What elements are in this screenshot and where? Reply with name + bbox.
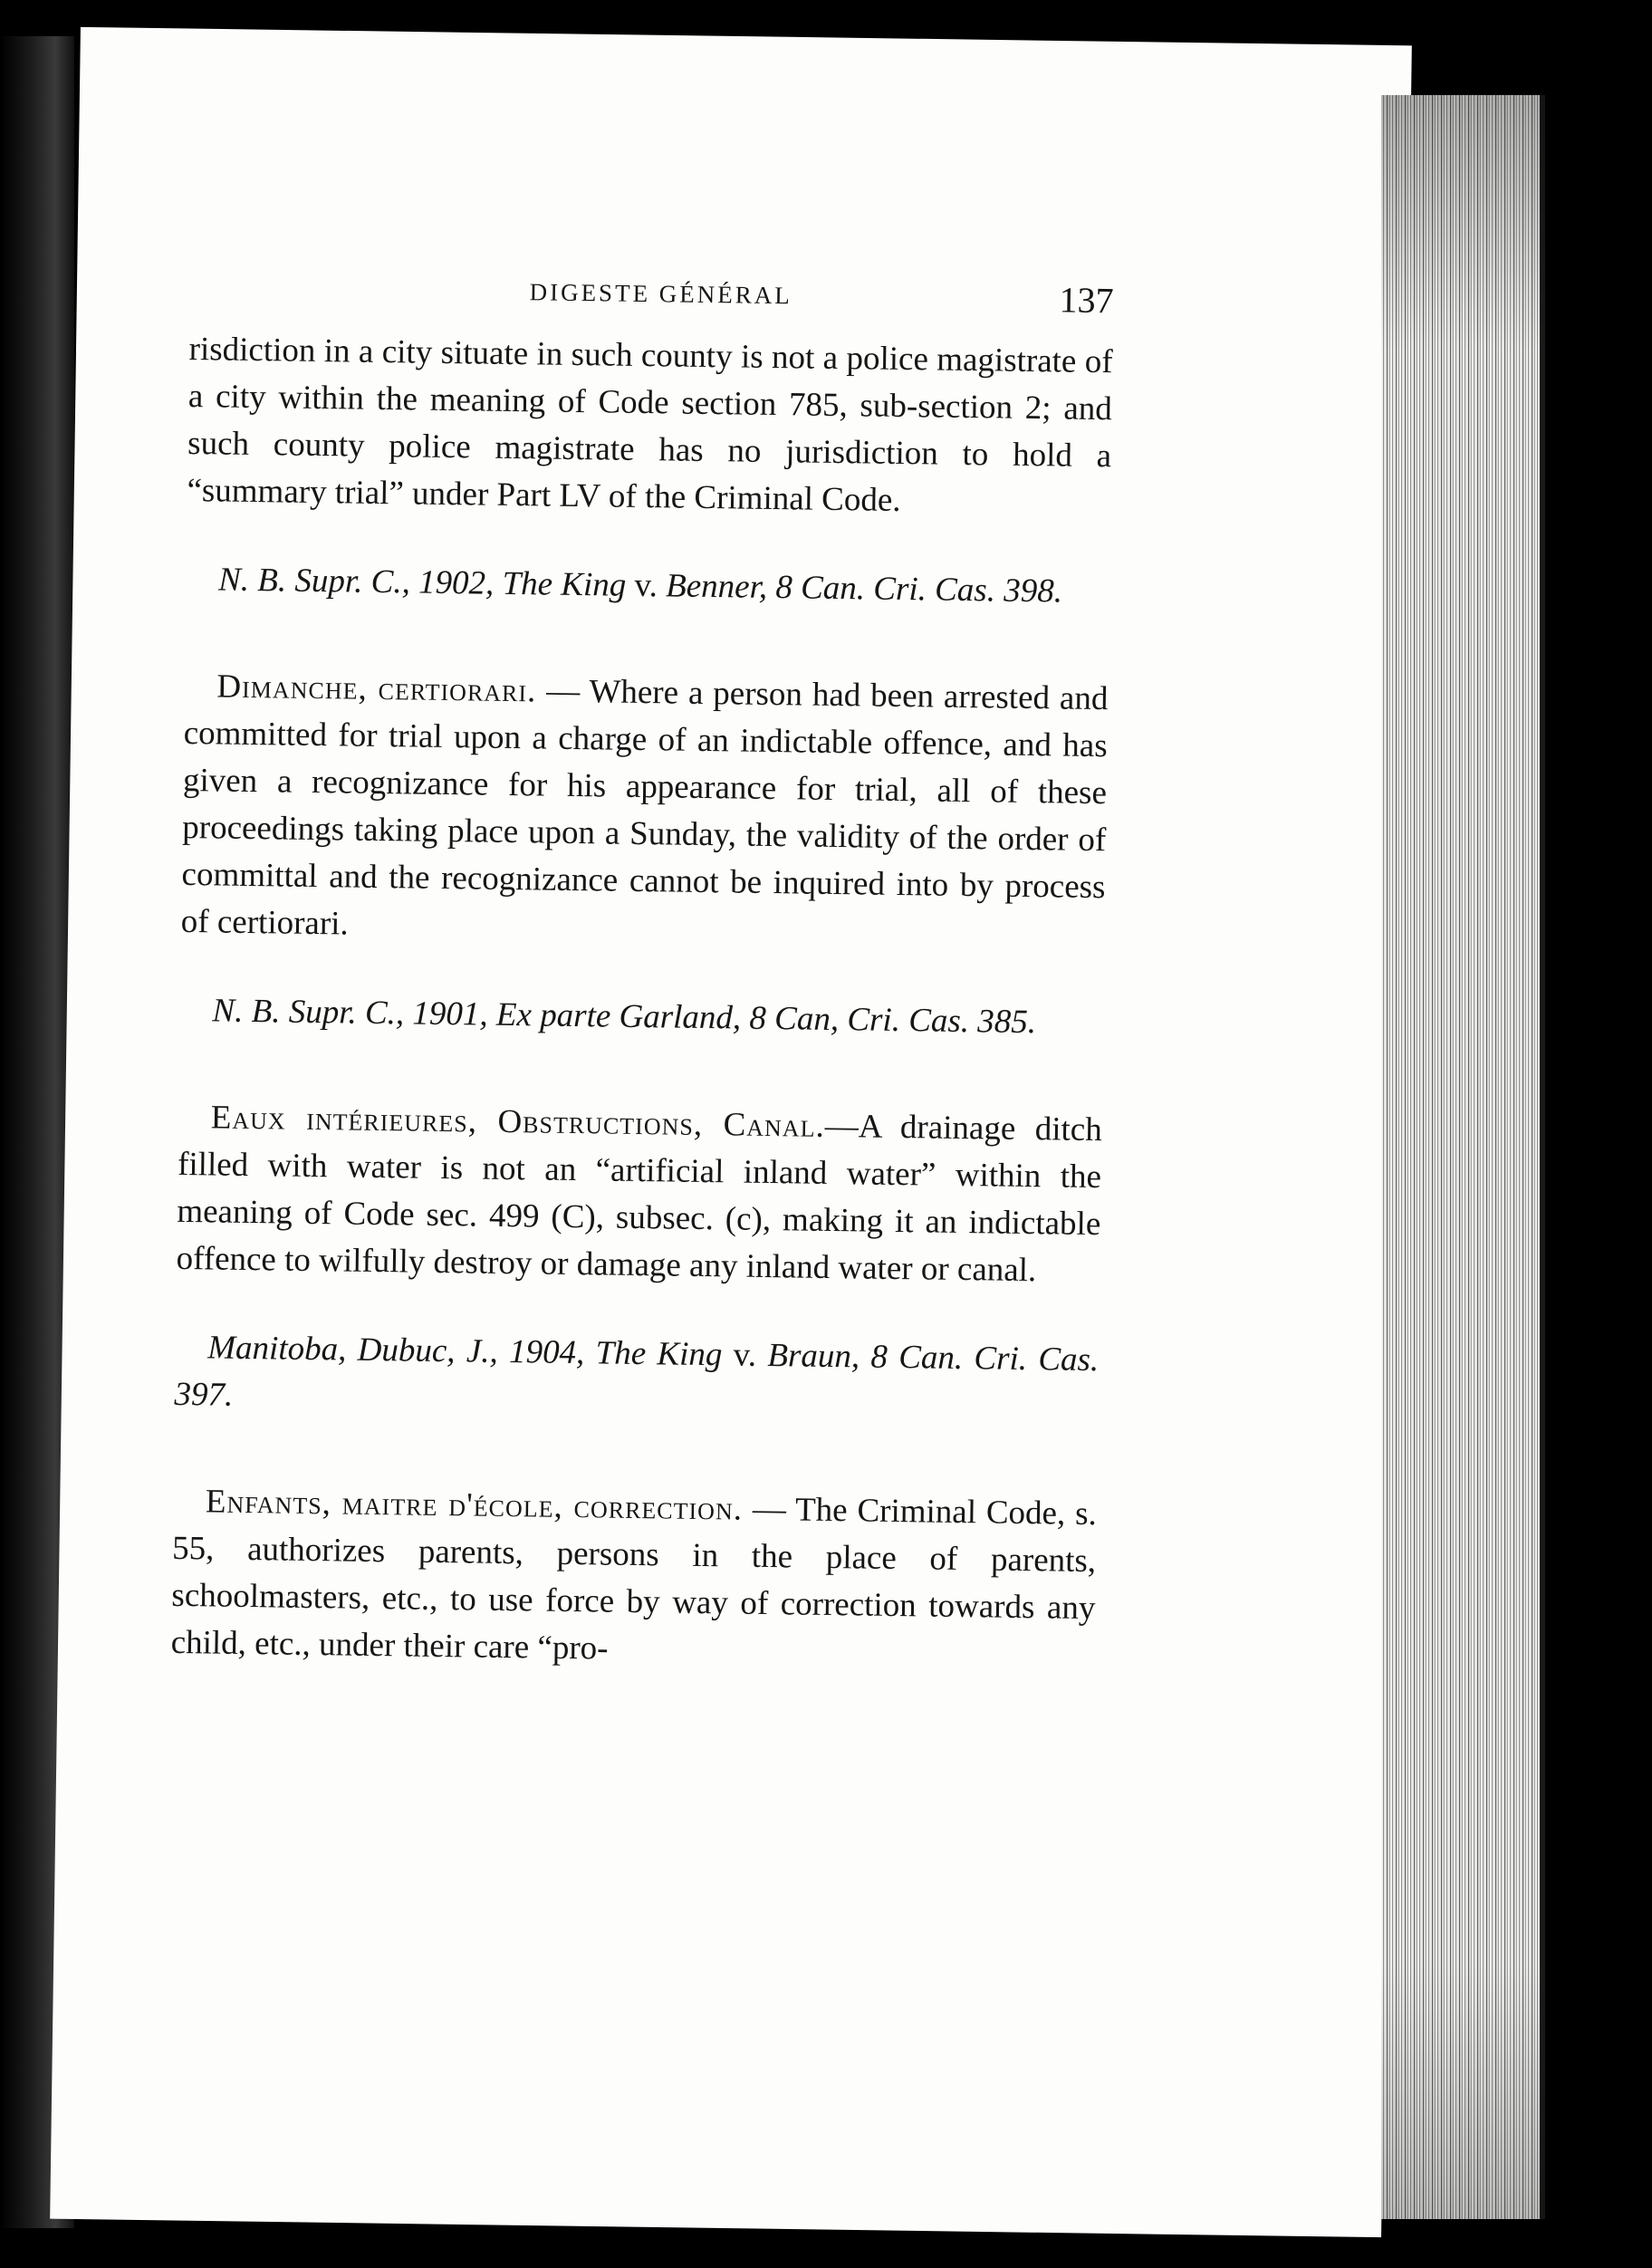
case-citation: [174, 1324, 1099, 1431]
citation-court-year: N. B. Supr. C., 1901,: [212, 992, 488, 1033]
entry-body: Where a person had been arrested and committed for trial upon a charge of an indictable offence, and has given a recognizance for his appearance for trial, all of these proceedings taking place upon a Sunday, the validity of the order of committal and the recognizance cannot be inquired into by process of certiorari.: [180, 673, 1109, 943]
citation-party: Benner,: [665, 567, 768, 606]
page-number: 137: [1059, 279, 1114, 322]
entry-heading: Eaux intérieures, Obstructions, Canal.: [210, 1099, 826, 1145]
entry-dash: —: [742, 1490, 796, 1529]
citation-case: The King: [595, 1334, 723, 1374]
citation-party: Braun,: [767, 1337, 860, 1376]
citation-versus: v.: [634, 566, 658, 605]
entry-paragraph: [170, 1478, 1097, 1679]
entry-body: risdiction in a city situate in such county is not a police magistrate of a city within the meaning of Code section 785, sub-section 2; and such county police magistrate has no jurisdiction to hold a “summary trial” under Part LV of the Criminal Code.: [187, 330, 1113, 519]
page-text: [170, 263, 1114, 1679]
entry-dash: —: [536, 672, 590, 711]
entry-paragraph: [176, 1094, 1102, 1295]
citation-case: The King: [502, 564, 627, 604]
entry-paragraph: [180, 663, 1108, 958]
citation-case: Ex parte Garland,: [495, 995, 742, 1037]
entry-body: The Criminal Code, s. 55, authorizes parents, persons in the place of parents, schoolmasters, etc., to use force by way of correction towards any child, etc., under their care “pro-: [170, 1491, 1098, 1667]
citation-report: 8 Can, Cri. Cas. 385.: [749, 999, 1037, 1042]
page-edges-shade: [1381, 95, 1545, 2219]
running-title: DIGESTE GÉNÉRAL: [529, 278, 792, 310]
citation-versus: v.: [733, 1336, 757, 1374]
citation-court-year: Manitoba, Dubuc, J., 1904,: [206, 1329, 585, 1372]
entry-heading: Dimanche, certiorari.: [216, 668, 537, 710]
citation-report: 8 Can. Cri. Cas. 398.: [775, 569, 1063, 610]
entry-dash: —: [824, 1107, 860, 1146]
running-head: [189, 263, 1114, 339]
entry-body: A drainage ditch filled with water is not an “artificial inland water” within the meaning of Code sec. 499 (C), subsec. (c), making it an indictable offence to wilfully destroy or damage any inland water or canal.: [176, 1108, 1103, 1290]
citation-court-year: N. B. Supr. C., 1902,: [217, 561, 495, 602]
citation-report: 8 Can. Cri. Cas. 397.: [174, 1338, 1100, 1414]
entry-heading: Enfants, maitre d'école, correction.: [205, 1483, 744, 1528]
